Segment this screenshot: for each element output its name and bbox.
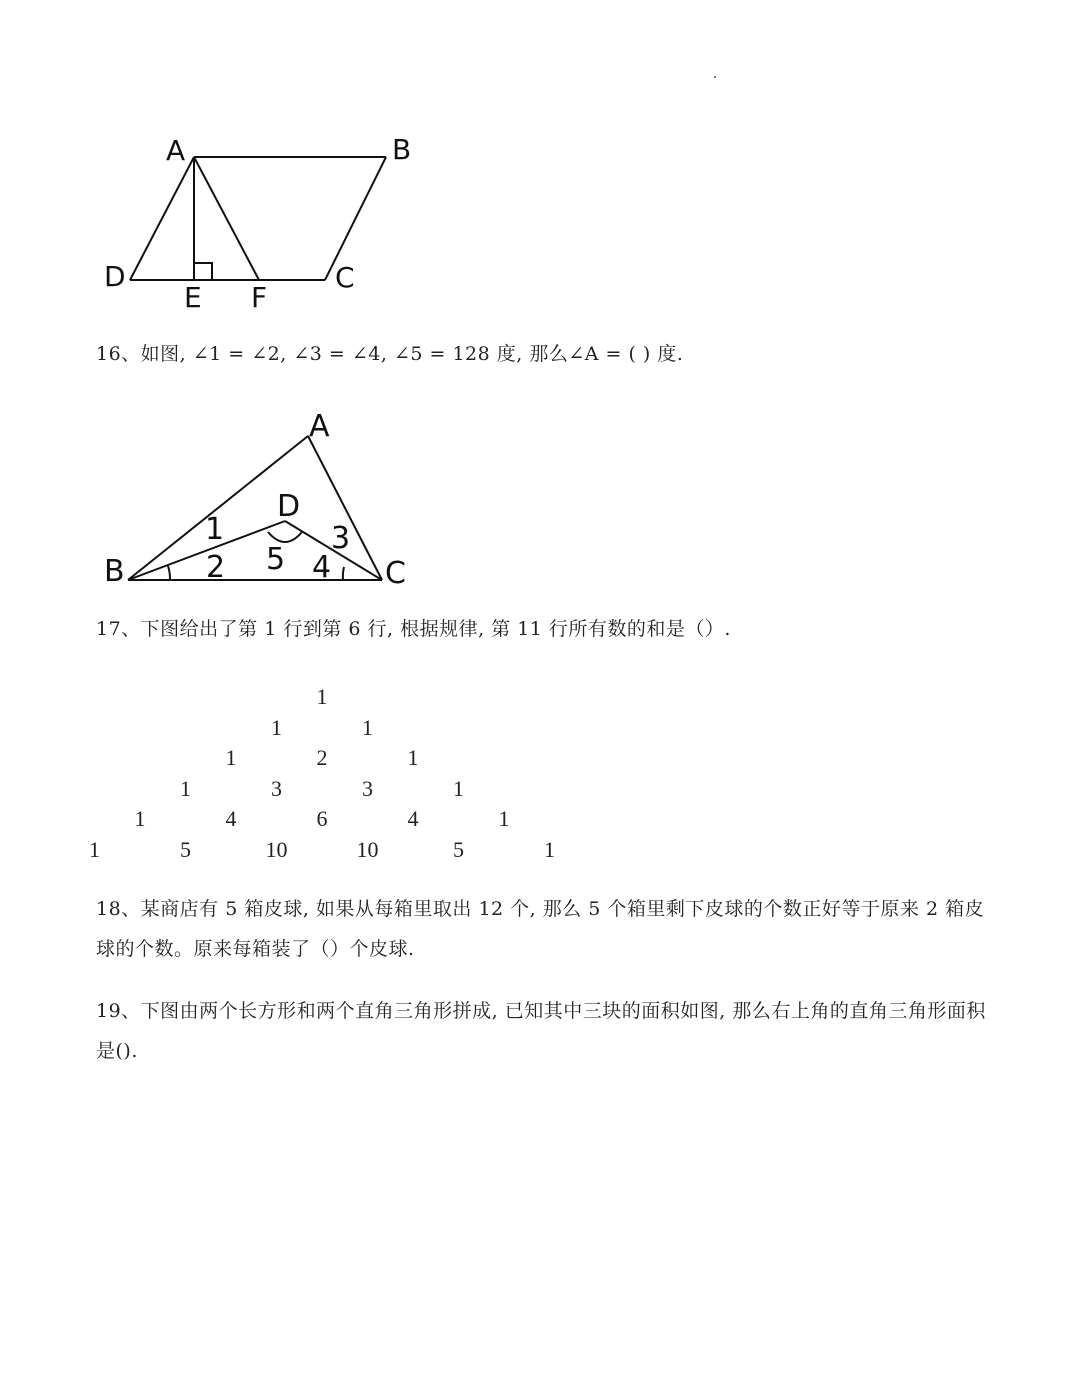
pascal-number: 3 (271, 775, 282, 801)
pascal-number: 10 (356, 836, 379, 862)
stray-mark (714, 76, 716, 78)
pascal-number: 6 (316, 806, 328, 831)
label-F: F (251, 281, 268, 314)
angle-4: 4 (312, 550, 332, 585)
pascal-number: 1 (453, 775, 464, 801)
label-B: B (392, 133, 412, 166)
label-C: C (385, 556, 406, 591)
pascal-number: 5 (180, 836, 191, 862)
angle-5: 5 (266, 542, 286, 577)
angle-2: 2 (206, 550, 226, 585)
question-19: 19、下图由两个长方形和两个直角三角形拼成, 已知其中三块的面积如图, 那么右上角的直角三角形面积是(). (96, 1000, 986, 1062)
pascal-number: 1 (498, 806, 510, 831)
pascal-number: 1 (544, 836, 555, 862)
pascal-number: 1 (316, 684, 328, 709)
pascal-number: 1 (407, 745, 419, 770)
label-B: B (104, 554, 125, 589)
triangle-figure (0, 0, 460, 600)
question-17: 17、下图给出了第 1 行到第 6 行, 根据规律, 第 11 行所有数的和是（）. (96, 618, 731, 640)
label-D: D (104, 260, 126, 293)
pascal-number: 4 (225, 806, 237, 831)
pascal-number: 1 (225, 745, 237, 770)
pascal-number: 5 (453, 836, 464, 862)
pascal-number: 1 (271, 714, 282, 740)
angle-3: 3 (331, 521, 351, 556)
pascal-number: 4 (407, 806, 419, 831)
pascal-number: 1 (89, 836, 100, 862)
pascal-number: 3 (362, 775, 373, 801)
label-C: C (335, 261, 355, 294)
label-A: A (166, 134, 186, 167)
label-E: E (184, 281, 202, 314)
label-A: A (309, 409, 330, 444)
pascal-number: 1 (134, 806, 146, 831)
question-16: 16、如图, ∠1 = ∠2, ∠3 = ∠4, ∠5 = 128 度, 那么∠A = ( ) 度. (96, 343, 684, 365)
pascal-number: 1 (362, 714, 373, 740)
pascal-number: 1 (180, 775, 191, 801)
pascal-number: 2 (316, 745, 328, 770)
label-D: D (277, 489, 301, 524)
question-18: 18、某商店有 5 箱皮球, 如果从每箱里取出 12 个, 那么 5 个箱里剩下皮球的个数正好等于原来 2 箱皮球的个数。原来每箱装了（）个皮球. (96, 898, 985, 960)
angle-1: 1 (205, 512, 225, 547)
pascal-number: 10 (265, 836, 288, 862)
